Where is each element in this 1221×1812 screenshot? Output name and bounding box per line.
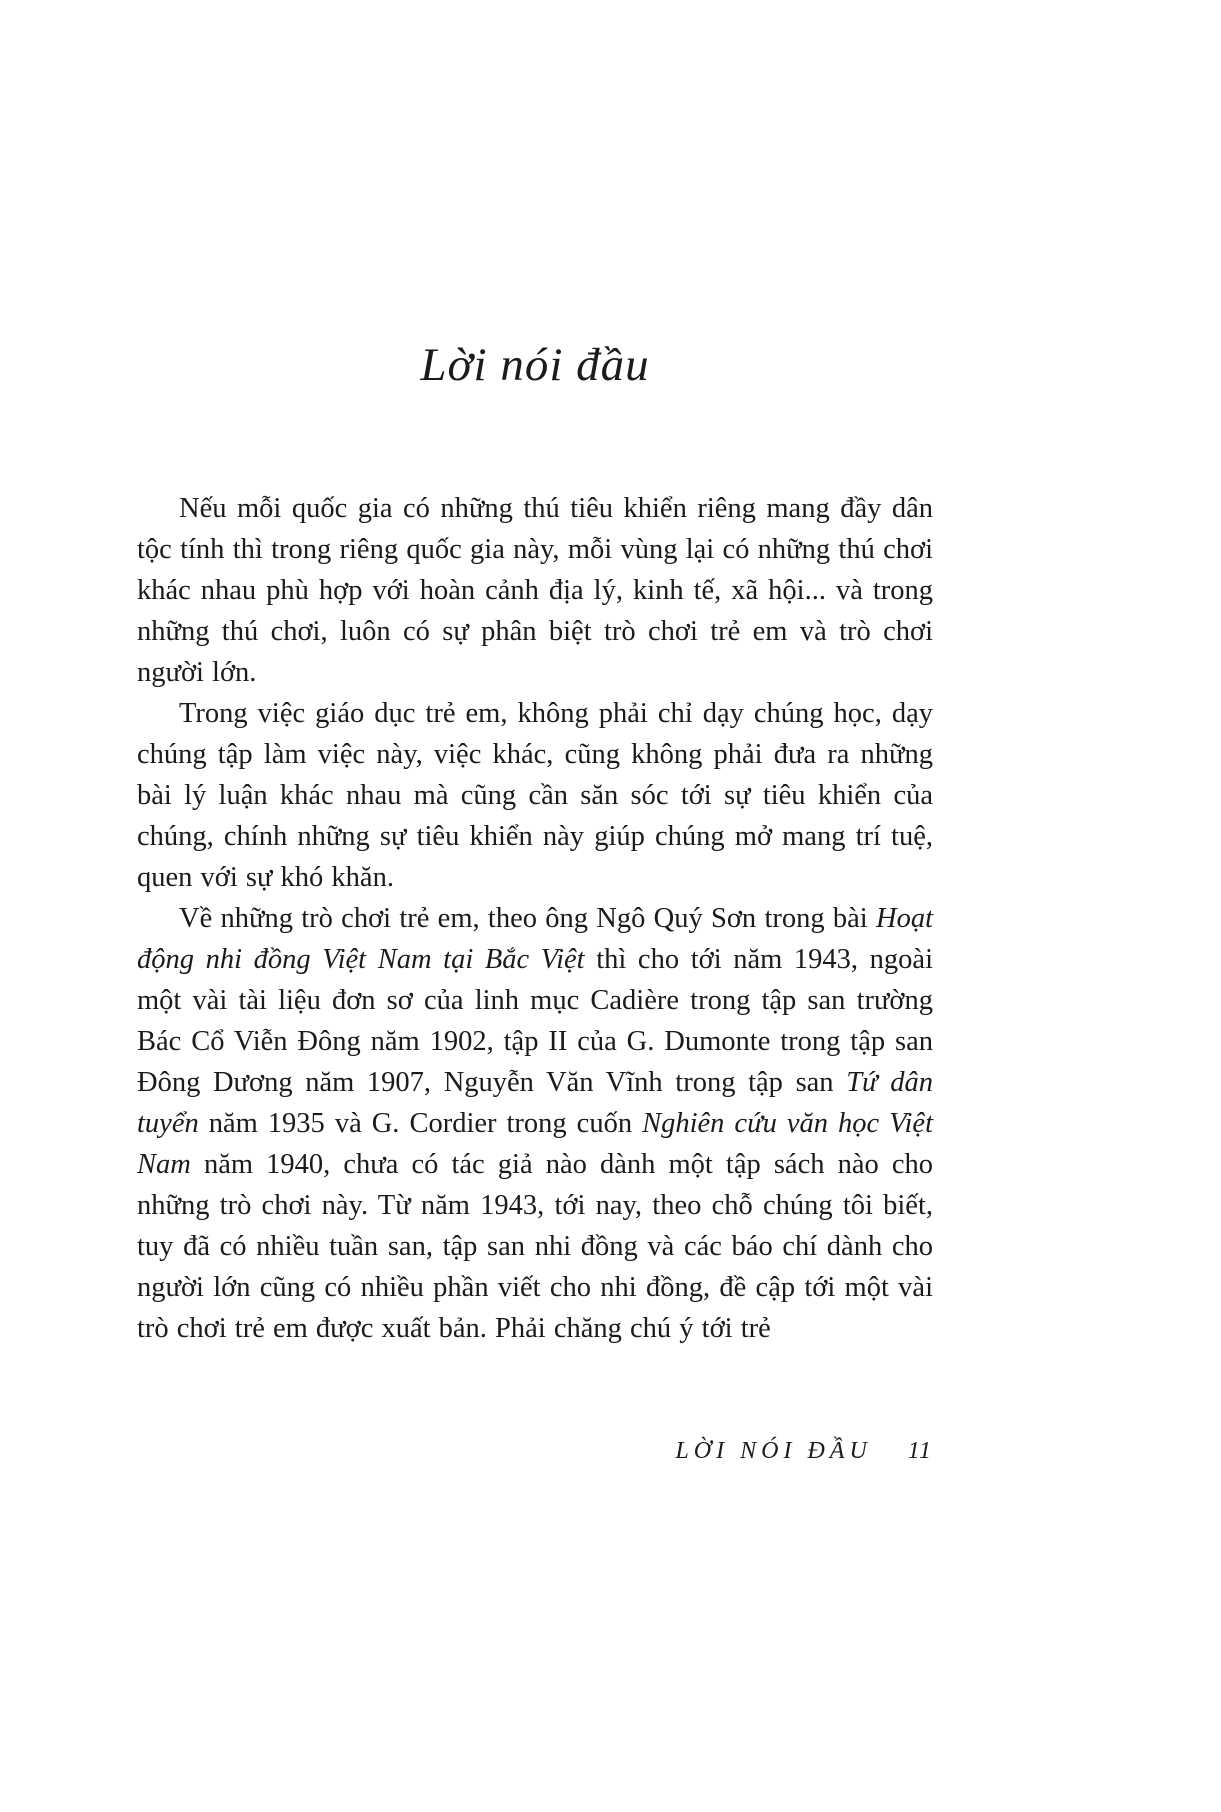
italic-text-segment: Tứ dân tuyển	[137, 1067, 933, 1139]
italic-text-segment: Nghiên cứu văn học Việt Nam	[137, 1108, 933, 1180]
text-segment: Trong việc giáo dục trẻ em, không phải chỉ dạy chúng học, dạy chúng tập làm việc này, việc khác, cũng không phải đưa ra những bài lý luận khác nhau mà cũng cần săn sóc tới sự tiêu khiển của chúng, chính những sự tiêu khiển này giúp chúng mở mang trí tuệ, quen với sự khó khăn.	[137, 698, 933, 893]
text-segment: năm 1940, chưa có tác giả nào dành một tập sách nào cho những trò chơi này. Từ năm 1943, tới nay, theo chỗ chúng tôi biết, tuy đã có nhiều tuần san, tập san nhi đồng và các báo chí dành cho người lớn cũng có nhiều phần viết cho nhi đồng, đề cập tới một vài trò chơi trẻ em được xuất bản. Phải chăng chú ý tới trẻ	[137, 1149, 933, 1344]
text-segment: Về những trò chơi trẻ em, theo ông Ngô Quý Sơn trong bài	[179, 903, 876, 934]
page-title: Lời nói đầu	[420, 339, 650, 391]
text-segment: thì cho tới năm 1943, ngoài một vài tài liệu đơn sơ của linh mục Cadière trong tập san trường Bác Cổ Viễn Đông năm 1902, tập II của G. Dumonte trong tập san Đông Dương năm 1907, Nguyễn Văn Vĩnh trong tập san	[137, 944, 933, 1098]
paragraph	[137, 693, 933, 898]
italic-text-segment: Hoạt động nhi đồng Việt Nam tại Bắc Việt	[137, 903, 933, 975]
footer-page-number: 11	[907, 1438, 932, 1464]
text-column	[137, 0, 933, 1349]
text-segment: năm 1935 và G. Cordier trong cuốn	[198, 1108, 643, 1139]
page-footer	[675, 1438, 932, 1465]
text-segment: Nếu mỗi quốc gia có những thú tiêu khiển riêng mang đầy dân tộc tính thì trong riêng quốc gia này, mỗi vùng lại có những thú chơi khác nhau phù hợp với hoàn cảnh địa lý, kinh tế, xã hội... và trong những thú chơi, luôn có sự phân biệt trò chơi trẻ em và trò chơi người lớn.	[137, 493, 933, 688]
footer-chapter-label: LỜI NÓI ĐẦU	[675, 1438, 872, 1464]
paragraph	[137, 898, 933, 1349]
paragraph	[137, 488, 933, 693]
page-body	[137, 488, 933, 1349]
